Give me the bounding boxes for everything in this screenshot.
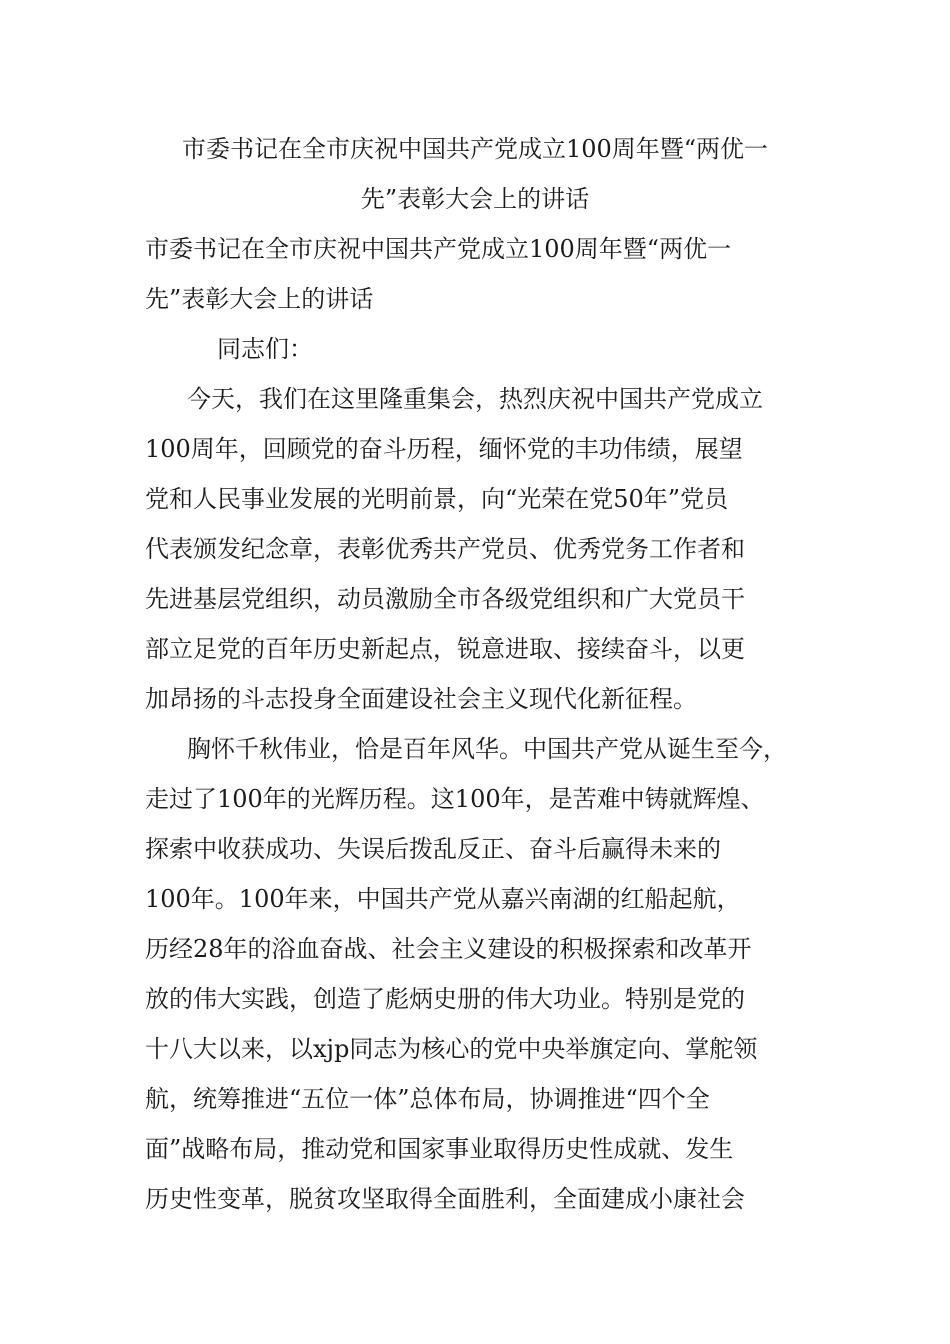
paragraph1-line: 今天，我们在这里隆重集会，热烈庆祝中国共产党成立: [187, 385, 763, 413]
subtitle-line-2: 先”表彰大会上的讲话: [145, 285, 374, 313]
paragraph1-line: 100周年，回顾党的奋斗历程，缅怀党的丰功伟绩，展望: [145, 435, 743, 463]
paragraph2-line: 100年。100年来，中国共产党从嘉兴南湖的红船起航，: [145, 885, 741, 913]
paragraph2-line: 走过了100年的光辉历程。这100年，是苦难中铸就辉煌、: [145, 785, 765, 813]
paragraph2-line: 探索中收获成功、失误后拨乱反正、奋斗后赢得未来的: [145, 835, 721, 863]
subtitle-line-1: 市委书记在全市庆祝中国共产党成立100周年暨“两优一: [145, 235, 732, 263]
paragraph1-line: 加昂扬的斗志投身全面建设社会主义现代化新征程。: [145, 685, 697, 713]
salutation: 同志们：: [217, 335, 313, 363]
paragraph2-line: 历史性变革，脱贫攻坚取得全面胜利，全面建成小康社会: [145, 1185, 745, 1213]
title-line-1: 市委书记在全市庆祝中国共产党成立100周年暨“两优一: [181, 135, 769, 163]
paragraph1-line: 先进基层党组织，动员激励全市各级党组织和广大党员干: [145, 585, 745, 613]
paragraph2-line: 航，统筹推进“五位一体”总体布局，协调推进“四个全: [145, 1085, 710, 1113]
title-line-2: 先”表彰大会上的讲话: [360, 185, 590, 213]
paragraph2-line: 历经28年的浴血奋战、社会主义建设的积极探索和改革开: [145, 935, 752, 963]
paragraph2-line: 放的伟大实践，创造了彪炳史册的伟大功业。特别是党的: [145, 985, 745, 1013]
paragraph1-line: 部立足党的百年历史新起点，锐意进取、接续奋斗，以更: [145, 635, 745, 663]
paragraph2-line: 面”战略布局，推动党和国家事业取得历史性成就、发生: [145, 1135, 734, 1163]
paragraph1-line: 党和人民事业发展的光明前景，向“光荣在党50年”党员: [145, 485, 729, 513]
paragraph2-line: 十八大以来，以xjp同志为核心的党中央举旗定向、掌舵领: [145, 1035, 758, 1063]
paragraph1-line: 代表颁发纪念章，表彰优秀共产党员、优秀党务工作者和: [145, 535, 745, 563]
paragraph2-line: 胸怀千秋伟业，恰是百年风华。中国共产党从诞生至今，: [187, 735, 787, 763]
